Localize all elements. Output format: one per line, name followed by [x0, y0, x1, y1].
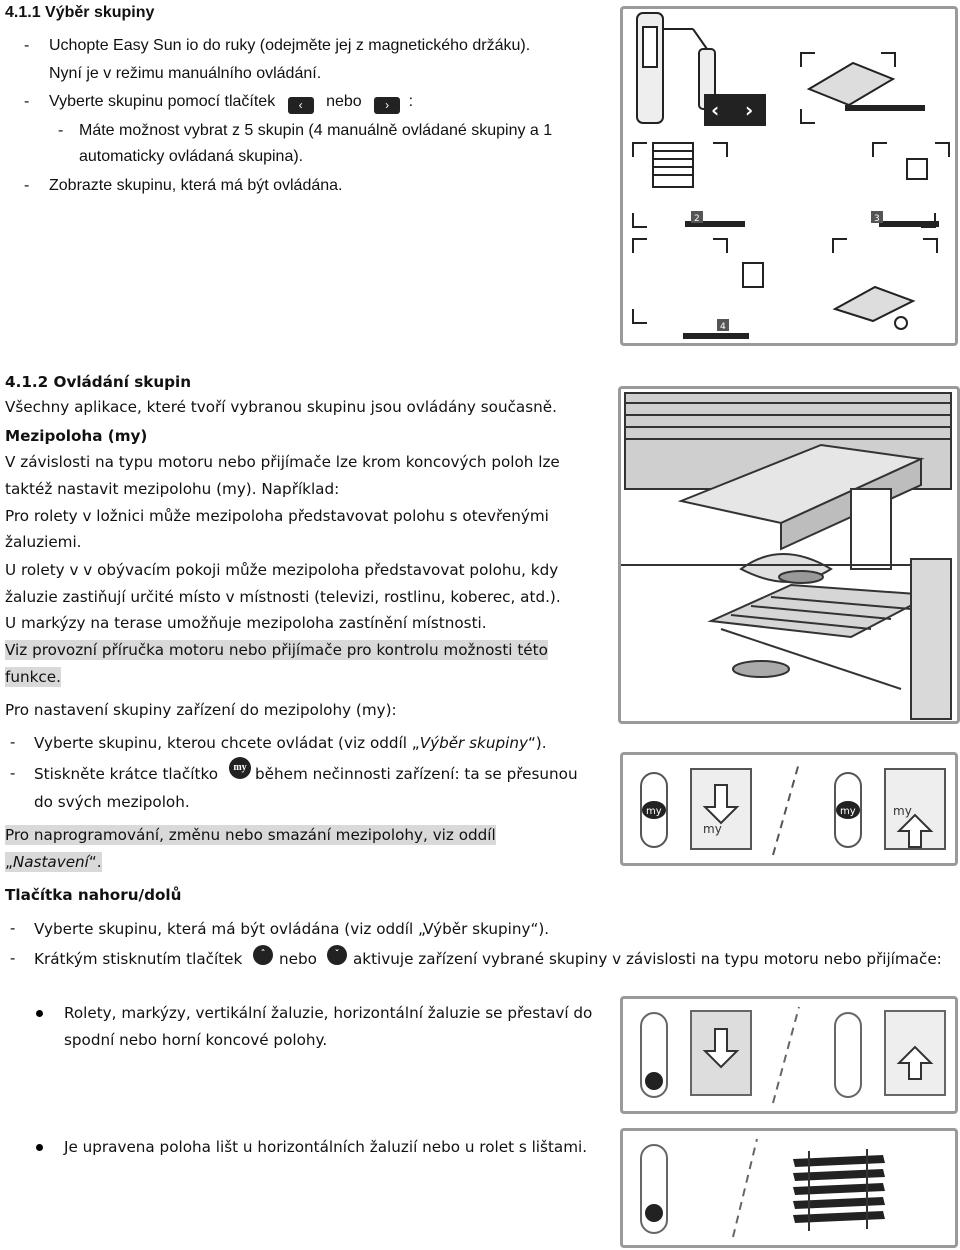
intermediate-position-figure	[618, 386, 960, 724]
dash-bullet: -	[10, 920, 16, 937]
bullet-dot	[36, 1144, 43, 1151]
slats-figure	[620, 1128, 958, 1248]
text-line: Stiskněte krátce tlačítko	[34, 765, 218, 783]
slats-illustration	[623, 1131, 955, 1245]
highlight-note: Viz provozní příručka motoru nebo přijímače pro kontrolu možnosti této	[5, 641, 548, 659]
group-selection-illustration	[623, 9, 955, 343]
updown-figure	[620, 996, 958, 1114]
svg-text:2: 2	[694, 214, 700, 224]
svg-text:my: my	[703, 822, 722, 836]
text-line: Uchopte Easy Sun io do ruky (odejměte jej z magnetického držáku).	[49, 37, 531, 54]
highlight-note: „Nastavení“.	[5, 853, 102, 871]
text-line: aktivuje zařízení vybrané skupiny v závislosti na typu motoru nebo přijímače:	[353, 950, 942, 968]
chevron-up-circle-icon: ˆ	[253, 945, 273, 965]
text-line: Krátkým stisknutím tlačítek	[34, 950, 243, 968]
dash-bullet: -	[10, 950, 16, 967]
chevron-down-circle-icon: ˇ	[327, 945, 347, 965]
dash-bullet: -	[24, 93, 30, 110]
text-line: Vyberte skupinu pomocí tlačítek ‹ nebo › :	[49, 93, 414, 112]
svg-text:4: 4	[720, 322, 726, 332]
my-button-icon: my	[229, 757, 251, 779]
svg-text:‹: ‹	[711, 98, 720, 122]
text-line: do svých mezipoloh.	[34, 793, 190, 811]
text-line: Vyberte skupinu, která má být ovládána (viz oddíl „Výběr skupiny“).	[34, 920, 550, 938]
chevron-left-icon: ‹	[288, 97, 314, 114]
subheading-my: Mezipoloha (my)	[5, 427, 148, 445]
heading-updown: Tlačítka nahoru/dolů	[5, 886, 182, 904]
bullet-dot	[36, 1010, 43, 1017]
text-line: automaticky ovládaná skupina).	[79, 148, 304, 165]
highlight-note: Pro naprogramování, změnu nebo smazání mezipolohy, viz oddíl	[5, 826, 496, 844]
svg-text:3: 3	[874, 214, 880, 224]
svg-text:my: my	[893, 804, 912, 818]
text-line: Pro nastavení skupiny zařízení do mezipolohy (my):	[5, 701, 397, 719]
svg-text:my: my	[646, 806, 662, 817]
text-line: U rolety v v obývacím pokoji může mezipoloha představovat polohu, kdy	[5, 561, 559, 579]
text-line: taktéž nastavit mezipolohu (my). Například:	[5, 480, 340, 498]
highlight-note: funkce.	[5, 668, 61, 686]
rooms-illustration	[621, 389, 957, 721]
dash-bullet: -	[10, 734, 16, 751]
dash-bullet: -	[58, 122, 64, 139]
svg-text:›: ›	[745, 98, 754, 122]
svg-text:my: my	[840, 806, 856, 817]
dash-bullet: -	[24, 37, 30, 54]
text-line: V závislosti na typu motoru nebo přijímače lze krom koncových poloh lze	[5, 453, 560, 471]
heading-411: 4.1.1 Výběr skupiny	[5, 4, 155, 21]
text-line: U markýzy na terase umožňuje mezipoloha zastínění místnosti.	[5, 614, 487, 632]
text-line: Všechny aplikace, které tvoří vybranou skupinu jsou ovládány současně.	[5, 398, 557, 416]
my-button-figure	[620, 752, 958, 866]
text-line: Je upravena poloha lišt u horizontálních žaluzií nebo u rolet s lištami.	[64, 1138, 588, 1156]
text-line: Pro rolety v ložnici může mezipoloha představovat polohu s otevřenými	[5, 507, 549, 525]
heading-412: 4.1.2 Ovládání skupin	[5, 373, 192, 391]
text-line: Máte možnost vybrat z 5 skupin (4 manuálně ovládané skupiny a 1	[79, 122, 553, 139]
group-selection-figure	[620, 6, 958, 346]
dash-bullet: -	[24, 177, 30, 194]
chevron-right-icon: ›	[374, 97, 400, 114]
updown-illustration	[623, 999, 955, 1111]
text-line: Nyní je v režimu manuálního ovládání.	[49, 65, 322, 82]
text-line: během nečinnosti zařízení: ta se přesunou	[255, 765, 578, 783]
dash-bullet: -	[10, 765, 16, 782]
text-line: žaluziemi.	[5, 533, 82, 551]
text-line: Zobrazte skupinu, která má být ovládána.	[49, 177, 343, 194]
text-line: spodní nebo horní koncové polohy.	[64, 1031, 328, 1049]
text-line: Rolety, markýzy, vertikální žaluzie, horizontální žaluzie se přestaví do	[64, 1004, 593, 1022]
text-line: žaluzie zastiňují určité místo v místnosti (televizi, rostlinu, koberec, atd.).	[5, 588, 561, 606]
my-button-illustration	[623, 755, 955, 863]
text-line: Vyberte skupinu, kterou chcete ovládat (viz oddíl „Výběr skupiny“).	[34, 734, 547, 752]
text-line: nebo	[279, 950, 317, 968]
